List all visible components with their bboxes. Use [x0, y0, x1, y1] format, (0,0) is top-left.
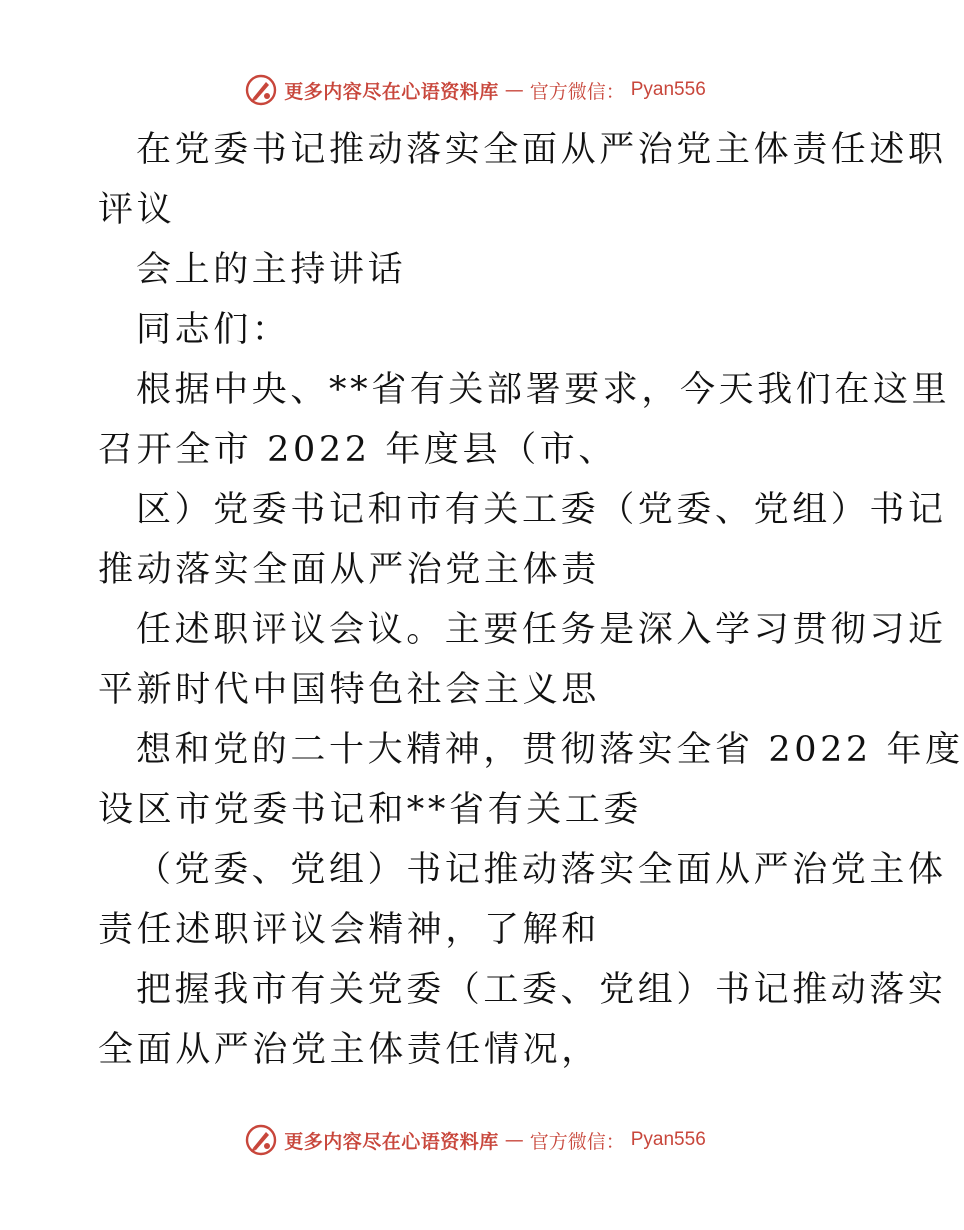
text-line: 根据中央、**省有关部署要求，今天我们在这里: [136, 370, 951, 410]
footer-watermark-inner: [244, 1123, 706, 1157]
text-line: 召开全市 2022 年度县（市、: [98, 430, 617, 470]
watermark-dash: —: [504, 1129, 524, 1151]
quill-pen-logo-icon: [244, 73, 278, 107]
text-line: 平新时代中国特色社会主义思: [98, 670, 600, 710]
quill-pen-logo-icon: [244, 1123, 278, 1157]
text-line: 设区市党委书记和**省有关工委: [98, 790, 643, 830]
watermark-wechat-id: Pyan556: [630, 79, 706, 100]
text-line: 同志们：: [136, 310, 291, 350]
header-watermark: [0, 70, 950, 110]
text-line: 推动落实全面从严治党主体责: [98, 550, 600, 590]
text-line: 评议: [98, 190, 176, 230]
text-line: 责任述职评议会精神，了解和: [98, 910, 600, 950]
header-watermark-inner: [244, 73, 706, 107]
text-line: 任述职评议会议。主要任务是深入学习贯彻习近: [136, 610, 947, 650]
text-line: 区）党委书记和市有关工委（党委、党组）书记: [136, 490, 947, 530]
watermark-site-text: 更多内容尽在心语资料库: [284, 1130, 499, 1153]
text-line: （党委、党组）书记推动落实全面从严治党主体: [136, 850, 947, 890]
watermark-wechat-id: Pyan556: [630, 1129, 706, 1150]
document-body: [98, 120, 964, 1080]
watermark-official-label: 官方微信：: [529, 1130, 625, 1153]
watermark-site-text: 更多内容尽在心语资料库: [284, 80, 499, 103]
text-line: 把握我市有关党委（工委、党组）书记推动落实: [136, 970, 947, 1010]
footer-watermark: [0, 1120, 950, 1160]
watermark-dash: —: [504, 79, 524, 101]
text-line: 想和党的二十大精神，贯彻落实全省 2022 年度: [136, 730, 964, 770]
text-line: 在党委书记推动落实全面从严治党主体责任述职: [136, 130, 947, 170]
watermark-official-label: 官方微信：: [529, 80, 625, 103]
text-line: 会上的主持讲话: [136, 250, 407, 290]
text-line: 全面从严治党主体责任情况，: [98, 1030, 600, 1070]
